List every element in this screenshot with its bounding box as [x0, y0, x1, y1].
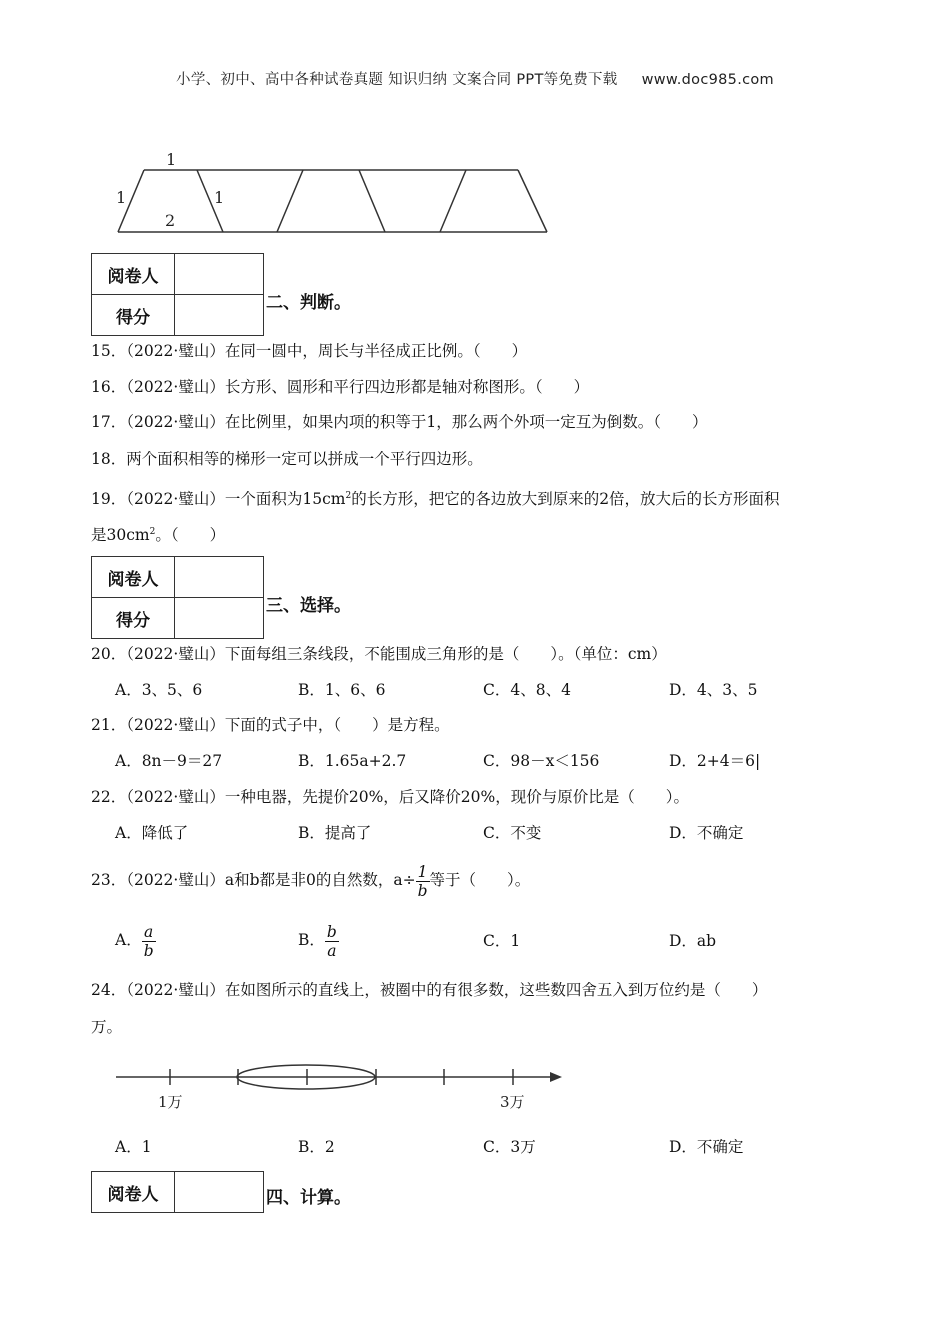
label-1wan: 1万 — [158, 1093, 183, 1111]
number-line-figure — [110, 1060, 570, 1115]
q20-option-a: A．3、5、6 — [115, 681, 203, 699]
q23-option-d: D．ab — [669, 932, 717, 950]
reviewer-cell — [175, 1172, 264, 1213]
q22-option-c: C．不变 — [483, 824, 542, 842]
q23-a-fraction — [142, 923, 156, 960]
q23-fraction-num: 1 — [416, 863, 430, 882]
question-22: 22．（2022·璧山）一种电器，先提价20%，后又降价20%，现价与原价比是（ ）。 — [91, 788, 690, 806]
q22-option-b: B．提高了 — [298, 824, 372, 842]
number-line-arrow — [550, 1072, 562, 1082]
reviewer-label: 阅卷人 — [92, 1172, 175, 1213]
reviewer-label: 阅卷人 — [92, 254, 175, 295]
q24-option-a: A．1 — [115, 1138, 152, 1156]
q23-b-den: a — [327, 941, 337, 960]
q23-fraction-den: b — [417, 881, 428, 900]
q23-option-a — [115, 920, 156, 960]
trapezoid-strip-figure — [110, 148, 555, 238]
q23-a-prefix: A． — [115, 931, 142, 949]
question-15: 15．（2022·璧山）在同一圆中，周长与半径成正比例。（ ） — [91, 342, 528, 360]
q19-text-a: 19．（2022·璧山）一个面积为15cm — [91, 490, 346, 509]
q24-option-d: D．不确定 — [669, 1138, 744, 1156]
score-label: 得分 — [92, 598, 175, 639]
label-3wan: 3万 — [500, 1093, 525, 1111]
question-20: 20．（2022·璧山）下面每组三条线段，不能围成三角形的是（ ）。（单位：cm） — [91, 645, 667, 663]
question-24-line1: 24．（2022·璧山）在如图所示的直线上，被圈中的有很多数，这些数四舍五入到万位约是（ ） — [91, 981, 768, 999]
q20-option-c: C．4、8、4 — [483, 681, 571, 699]
q21-option-b: B．1.65a+2.7 — [298, 752, 407, 770]
q19-text-c: 是30cm — [91, 526, 150, 545]
q21-option-d: D．2+4＝6| — [669, 752, 761, 770]
divider-2 — [277, 170, 303, 232]
q19-text-d: 。（ ） — [155, 526, 226, 545]
question-21: 21．（2022·璧山）下面的式子中，（ ）是方程。 — [91, 716, 450, 734]
q23-option-b — [298, 920, 339, 960]
question-19-line2 — [91, 521, 225, 546]
q24-option-b: B．2 — [298, 1138, 335, 1156]
score-table-3 — [91, 556, 264, 639]
question-24-line2: 万。 — [91, 1018, 123, 1036]
question-18: 18．两个面积相等的梯形一定可以拼成一个平行四边形。 — [91, 450, 483, 468]
score-table-2 — [91, 253, 264, 336]
score-table-4 — [91, 1171, 264, 1213]
q21-option-a: A．8n－9＝27 — [115, 752, 223, 770]
q23-text-b: 等于（ ）。 — [429, 871, 531, 889]
q23-fraction — [416, 863, 430, 900]
q23-option-c: C．1 — [483, 932, 521, 950]
q20-option-d: D．4、3、5 — [669, 681, 758, 699]
page-header — [0, 68, 950, 89]
q19-sup-a: 2 — [345, 491, 352, 501]
q22-option-a: A．降低了 — [115, 824, 189, 842]
question-19-line1 — [91, 485, 780, 510]
divider-4 — [440, 170, 466, 232]
q20-option-b: B．1、6、6 — [298, 681, 386, 699]
q23-b-num: b — [326, 922, 337, 941]
section-title-3: 三、选择。 — [266, 596, 351, 616]
q23-b-prefix: B． — [298, 931, 325, 949]
question-17: 17．（2022·璧山）在比例里，如果内项的积等于1，那么两个外项一定互为倒数。（ ） — [91, 413, 708, 431]
reviewer-cell — [175, 557, 264, 598]
section-title-2: 二、判断。 — [266, 293, 351, 313]
q24-option-c: C．3万 — [483, 1138, 536, 1156]
reviewer-cell — [175, 254, 264, 295]
label-bottom: 2 — [165, 211, 176, 230]
score-label: 得分 — [92, 295, 175, 336]
header-text: 小学、初中、高中各种试卷真题 知识归纳 文案合同 PPT等免费下载 — [176, 72, 618, 88]
q21-option-c: C．98－x＜156 — [483, 752, 600, 770]
label-top: 1 — [166, 150, 177, 169]
score-cell — [175, 598, 264, 639]
q23-a-num: a — [142, 923, 156, 942]
question-23 — [91, 860, 530, 900]
reviewer-label: 阅卷人 — [92, 557, 175, 598]
q19-sup-b: 2 — [149, 527, 156, 537]
section-title-4: 四、计算。 — [266, 1188, 351, 1208]
q22-option-d: D．不确定 — [669, 824, 744, 842]
right-side — [518, 170, 547, 232]
label-mid: 1 — [214, 188, 225, 207]
q23-a-den: b — [143, 941, 154, 960]
q23-b-fraction — [325, 923, 339, 960]
label-left: 1 — [116, 188, 127, 207]
score-cell — [175, 295, 264, 336]
header-site: www.doc985.com — [641, 72, 774, 88]
divider-3 — [359, 170, 385, 232]
q23-text-a: 23．（2022·璧山）a和b都是非0的自然数，a÷ — [91, 871, 416, 889]
q19-text-b: 的长方形，把它的各边放大到原来的2倍，放大后的长方形面积 — [351, 490, 780, 509]
question-16: 16．（2022·璧山）长方形、圆形和平行四边形都是轴对称图形。（ ） — [91, 378, 590, 396]
